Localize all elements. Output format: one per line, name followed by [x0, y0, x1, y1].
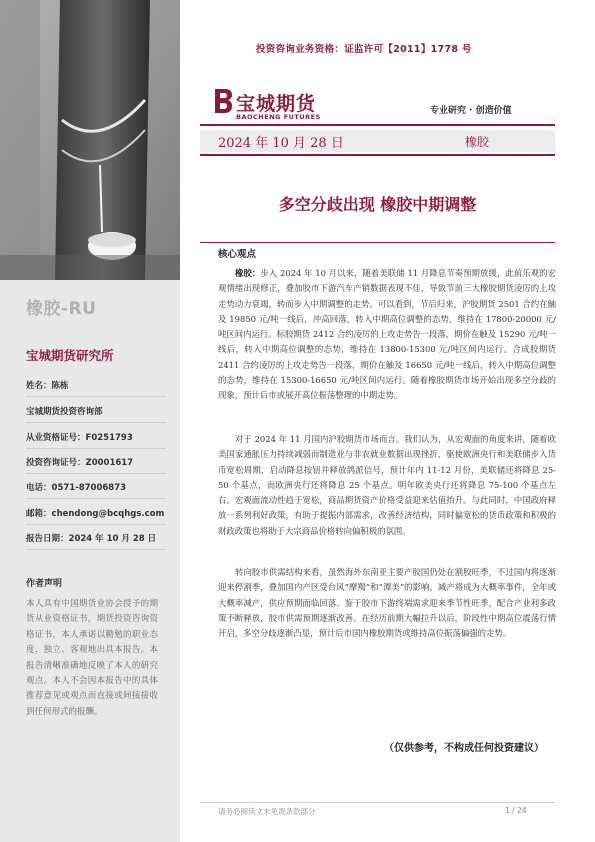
phone-number: 0571-87006873 [51, 483, 127, 493]
sidebar-commodity-title: 橡胶-RU [26, 299, 97, 319]
header-rule-bottom [200, 154, 555, 156]
author-name-label: 姓名 [26, 381, 44, 391]
rubber-tree-photo [0, 0, 180, 280]
report-date: 2024 年 10 月 28 日 [68, 534, 157, 544]
sidebar-divider-line [26, 473, 166, 474]
author-statement-heading: 作者声明 [26, 579, 63, 589]
sidebar-divider-line [26, 524, 166, 525]
report-headline: 多空分歧出现 橡胶中期调整 [278, 195, 477, 214]
author-name-row: 姓名：陈栋 [26, 381, 69, 391]
author-dept-row [26, 405, 103, 417]
paragraph-3: 转向胶市供需结构来看，虽然海外东南亚主要产胶国仍处在割胶旺季，不过国内将逐渐迎来停割季，叠加国内产区受台风“摩羯”和“潭美”的影响，减产将成为大概率事件，全年或大概率减产，供应预期面临回落。鉴于胶市下游终端需求迎来季节性旺季，配合产业利多政策不断释放，胶市供需预期逐渐改善。在经历前期大幅拉升以后，阶段性中期高位震荡行情开启，多空分歧逐渐凸显，预计后市国内橡胶期货或维持高位振荡偏强的走势。 [218, 567, 556, 639]
author-statement-text: 本人具有中国期货业协会授予的期货从业资格证书，期货投资咨询资格证书，本人承诺以勤勉的职业态度，独立、客观地出具本报告。本报告清晰准确地反映了本人的研究观点。本人不会因本报告中的具体推荐意见或观点而直接或间接接收到任何形式的报酬。 [26, 599, 158, 717]
logo-mark-icon [213, 88, 233, 118]
sidebar-divider [180, 0, 184, 842]
header-rule-top [200, 124, 555, 126]
core-views-heading: 核心观点 [218, 249, 257, 260]
footer-note: 请务必阅读文末免责条款部分 [218, 807, 316, 816]
tagline: 专业研究 · 创造价值 [430, 106, 512, 116]
consulting-row: 投资咨询证号：Z0001617 [26, 458, 134, 468]
category-label: 橡胶 [465, 135, 490, 149]
author-name: 陈栋 [51, 381, 69, 391]
consulting-number: Z0001617 [85, 458, 134, 468]
sidebar-divider-line [26, 498, 166, 499]
sidebar-divider-line [26, 396, 166, 397]
email-label: 邮箱 [26, 509, 44, 519]
paragraph-2: 对于 2024 年 11 月国内沪胶期货市场而言。我们认为，从宏观面的角度来讲，随着欧美国家通胀压力持续减弱而制造业与非农就业数据出现挫折，驱使欧洲央行和美联储步入货币宽松周期，启动降息按钮并释放鸽派信号，预计年内 11-12 月份，美联储还将降息 25-50 个基点，而欧洲央行还将降息 25 个基点。明年欧美央行还将降息 75-100 个基点左右。宏观面流动性趋于宽松，商品期货资产价格受益迎来估值抬升。与此同时，中国政府释放一系列利好政策，有助于提振内部需求，改善经济结构，同时偏宽松的货币政策和积极的财政政策也将助于大宗商品价格转向偏积极的氛围。 [218, 434, 556, 536]
sidebar-divider-line [26, 549, 166, 550]
paragraph-1 [218, 266, 556, 404]
paragraph-1-text: 步入 2024 年 10 月以来，随着美联储 11 月降息节奏预期放缓，此前乐观的宏观情绪出现修正，叠加胶市下游汽车产销数据表现不佳，导致节前三大橡胶期货凌厉的上攻走势动力衰竭，转而步入中期调整的走势。可以看到，节后归来，沪胶期货 2501 合约在触及 19850 元/吨一线后，冲高回落，转入中期高位调整的态势，维持在 17800-20000 元/吨区间内运行。标胶期货 2412 合约凌厉的上攻走势告一段落，期价在触及 15290 元/吨一线后，转入中期高位调整的态势，维持在 13800-15300 元/吨区间内运行。合成胶期货 2411 合约凌厉的上攻走势告一段落，期价在触及 16650 元/吨一线后，转入中期高位调整的态势，维持在 15300-16650 元/吨区间内运行。随着橡胶期货市场开始出现多空分歧的现象，预计后市或展开高位振荡整理的中期走势。 [218, 268, 556, 401]
disclaimer: （仅供参考，不构成任何投资建议） [384, 743, 544, 754]
license-text: 投资咨询业务资格：证监许可【2011】1778 号 [256, 44, 472, 55]
sidebar-divider-line [26, 422, 166, 423]
email-address[interactable]: chendong@bcqhgs.com [51, 509, 165, 519]
email-row: 邮箱：chendong@bcqhgs.com [26, 509, 165, 519]
logo-text: 宝城期货 [236, 93, 317, 115]
footer-rule [200, 802, 555, 803]
sidebar-divider-line [26, 448, 166, 449]
qualification-number: F0251793 [85, 433, 133, 443]
paragraph-1-lead: 橡胶： [235, 268, 261, 278]
phone-row: 电话：0571-87006873 [26, 483, 127, 493]
report-date-row: 报告日期：2024 年 10 月 28 日 [26, 534, 157, 544]
consulting-label: 投资咨询证号 [26, 458, 78, 468]
author-dept: 宝城期货投资咨询部 [26, 407, 103, 417]
page-number: 1 / 24 [505, 806, 527, 815]
logo-english: BAOCHENG FUTURES [236, 113, 321, 121]
sidebar-dept: 宝城期货研究所 [26, 348, 114, 363]
report-date-label: 报告日期 [26, 534, 61, 544]
qualification-row: 从业资格证号：F0251793 [26, 433, 133, 443]
report-date-header: 2024 年 10 月 28 日 [218, 136, 344, 151]
qualification-label: 从业资格证号 [26, 433, 78, 443]
core-rule [200, 242, 555, 243]
phone-label: 电话 [26, 483, 44, 493]
